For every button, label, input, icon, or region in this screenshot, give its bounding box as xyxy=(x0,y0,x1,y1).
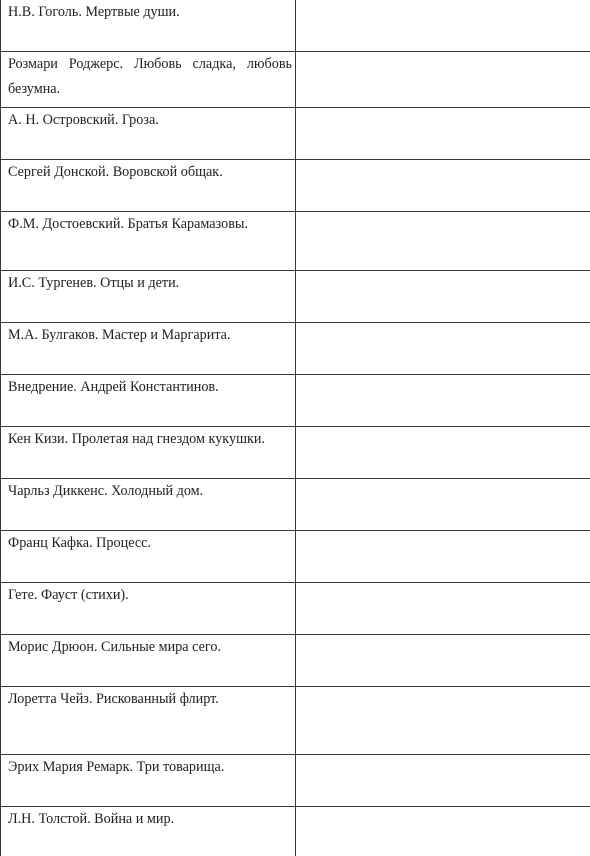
book-title: Гете. Фауст (стихи). xyxy=(1,583,295,608)
table-row xyxy=(1,271,590,323)
book-title-cell xyxy=(1,531,296,583)
book-title: Н.В. Гоголь. Мертвые души. xyxy=(1,0,295,25)
book-title: Лоретта Чейз. Рискованный флирт. xyxy=(1,687,295,712)
table-row xyxy=(1,427,590,479)
empty-answer-cell xyxy=(296,52,590,108)
table-row xyxy=(1,687,590,755)
book-title: Сергей Донской. Воровской общак. xyxy=(1,160,295,185)
table-row xyxy=(1,755,590,807)
book-title-cell xyxy=(1,687,296,755)
book-title: Ф.М. Достоевский. Братья Карамазовы. xyxy=(1,212,295,237)
book-title-cell xyxy=(1,52,296,108)
book-title: Кен Кизи. Пролетая над гнездом кукушки. xyxy=(1,427,295,452)
table-row xyxy=(1,635,590,687)
book-title: Франц Кафка. Процесс. xyxy=(1,531,295,556)
empty-answer-cell xyxy=(296,479,590,531)
book-title-cell xyxy=(1,212,296,271)
empty-answer-cell xyxy=(296,212,590,271)
empty-answer-cell xyxy=(296,375,590,427)
empty-answer-cell xyxy=(296,755,590,807)
book-title: А. Н. Островский. Гроза. xyxy=(1,108,295,133)
empty-answer-cell xyxy=(296,531,590,583)
empty-answer-cell xyxy=(296,160,590,212)
book-title: Чарльз Диккенс. Холодный дом. xyxy=(1,479,295,504)
empty-answer-cell xyxy=(296,323,590,375)
empty-answer-cell xyxy=(296,108,590,160)
empty-answer-cell xyxy=(296,583,590,635)
book-title: И.С. Тургенев. Отцы и дети. xyxy=(1,271,295,296)
table-row xyxy=(1,583,590,635)
empty-answer-cell xyxy=(296,271,590,323)
table-row xyxy=(1,479,590,531)
empty-answer-cell xyxy=(296,807,590,856)
table-row xyxy=(1,108,590,160)
table-row xyxy=(1,52,590,108)
book-title-cell xyxy=(1,375,296,427)
empty-answer-cell xyxy=(296,0,590,52)
book-title-cell xyxy=(1,160,296,212)
book-title-cell xyxy=(1,0,296,52)
table-row xyxy=(1,0,590,52)
book-title-cell xyxy=(1,583,296,635)
book-title-cell xyxy=(1,108,296,160)
book-title-cell xyxy=(1,323,296,375)
book-title-cell xyxy=(1,635,296,687)
book-title-cell xyxy=(1,479,296,531)
book-title: Л.Н. Толстой. Война и мир. xyxy=(1,807,295,832)
book-title: Эрих Мария Ремарк. Три товарища. xyxy=(1,755,295,780)
book-title-cell xyxy=(1,427,296,479)
empty-answer-cell xyxy=(296,687,590,755)
table-row xyxy=(1,807,590,856)
empty-answer-cell xyxy=(296,635,590,687)
table-row xyxy=(1,375,590,427)
book-title: М.А. Булгаков. Мастер и Маргарита. xyxy=(1,323,295,348)
book-title-cell xyxy=(1,271,296,323)
table-row xyxy=(1,212,590,271)
empty-answer-cell xyxy=(296,427,590,479)
table-row xyxy=(1,323,590,375)
book-title: Внедрение. Андрей Константинов. xyxy=(1,375,295,400)
book-title-cell xyxy=(1,807,296,856)
book-title-cell xyxy=(1,755,296,807)
table-row xyxy=(1,531,590,583)
book-title: Розмари Роджерс. Любовь сладка, любовь безумна. xyxy=(1,52,295,102)
book-title: Морис Дрюон. Сильные мира сего. xyxy=(1,635,295,660)
table-row xyxy=(1,160,590,212)
